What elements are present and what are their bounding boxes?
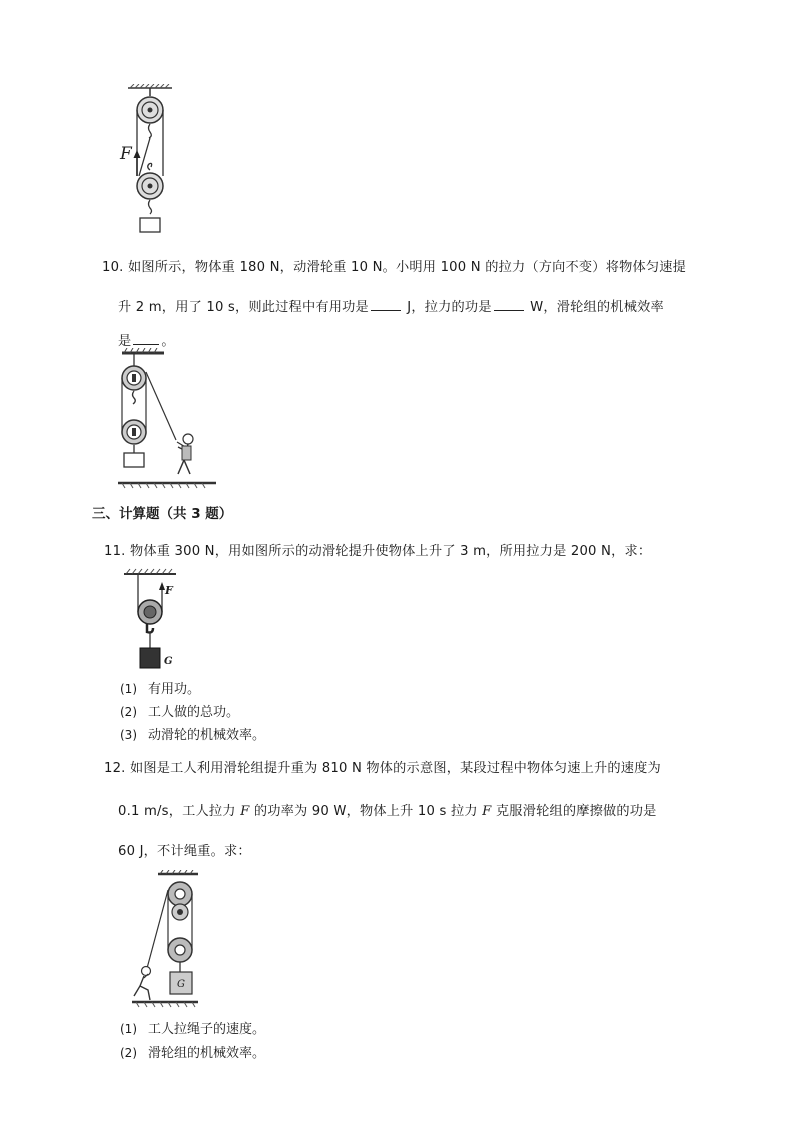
q10-line1: 10. 如图所示，物体重 180 N，动滑轮重 10 N。小明用 100 N 的拉力（方向不变）将物体匀速提 <box>102 260 687 275</box>
q11-sub-2: (2) 工人做的总功。 <box>120 705 240 720</box>
q10-line2-c: W，滑轮组的机械效率 <box>530 300 664 315</box>
q10-line3-a: 是 <box>118 334 132 349</box>
force-arrow <box>134 150 141 176</box>
q12-sub-2: (2) 滑轮组的机械效率。 <box>120 1046 266 1061</box>
figure-pulley-1 <box>112 84 182 238</box>
q12-force-symbol-1: F <box>240 804 250 819</box>
figure-movable-pulley <box>120 568 184 672</box>
q10-line2-a: 升 2 m，用了 10 s，则此过程中有用功是 <box>118 300 369 315</box>
answer-blank-power[interactable] <box>494 299 524 311</box>
fixed-pulley <box>137 97 163 123</box>
q12-weight-label: G <box>177 979 185 990</box>
q10-line3 <box>118 330 175 349</box>
q12-line3: 60 J，不计绳重。求： <box>118 844 251 859</box>
q11-sub-1: (1) 有用功。 <box>120 682 201 697</box>
q12-force-symbol-2: F <box>482 804 492 819</box>
q11-sub-3: (3) 动滑轮的机械效率。 <box>120 728 266 743</box>
q12-line2: 0.1 m/s，工人拉力 F 的功率为 90 W，物体上升 10 s 拉力 F 克服滑轮组的摩擦做的功是 <box>118 804 657 819</box>
answer-blank-useful-work[interactable] <box>371 299 401 311</box>
ceiling-hatch <box>128 84 172 88</box>
force-label-F: F <box>120 144 132 164</box>
q11-force-label: F <box>165 584 173 597</box>
figure-pulley-group <box>132 870 200 1010</box>
section-heading-calc: 三、计算题（共 3 题） <box>92 506 233 522</box>
q12-line1: 12. 如图是工人利用滑轮组提升重为 810 N 物体的示意图，某段过程中物体匀速上升的速度为 <box>104 761 661 776</box>
q12-sub-1: (1) 工人拉绳子的速度。 <box>120 1022 266 1037</box>
q11-weight-label: G <box>164 656 173 667</box>
q11-line1: 11. 物体重 300 N，用如图所示的动滑轮提升使物体上升了 3 m，所用拉力是 200 N，求： <box>104 544 652 559</box>
answer-blank-efficiency[interactable] <box>133 333 159 345</box>
q10-line3-b: 。 <box>161 334 175 349</box>
movable-pulley <box>137 173 163 199</box>
load-block <box>140 218 160 232</box>
worker-figure-2 <box>134 967 151 1001</box>
figure-pulley-person <box>118 348 218 490</box>
q10-line2 <box>118 296 664 315</box>
q10-line2-b: J，拉力的功是 <box>407 300 492 315</box>
worker-figure <box>177 434 193 474</box>
